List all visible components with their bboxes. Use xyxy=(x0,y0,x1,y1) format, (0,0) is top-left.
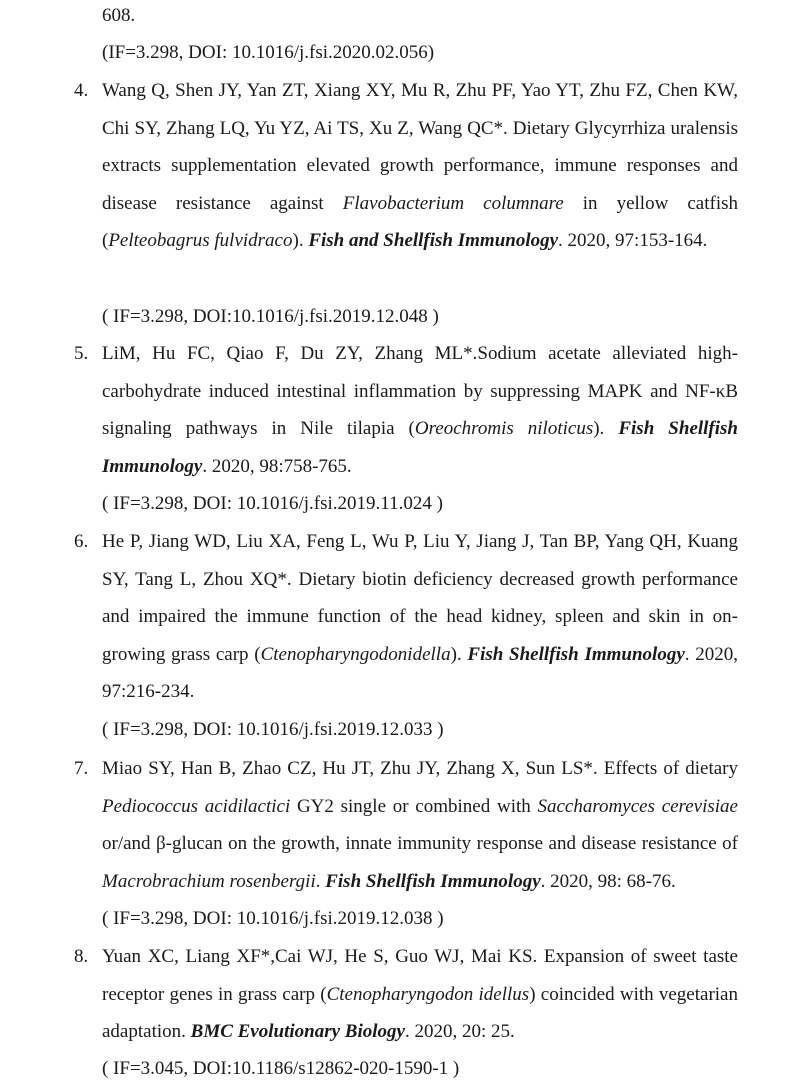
reference-number: 7. xyxy=(74,758,89,779)
species-name: Ctenopharyngodonidella xyxy=(260,643,451,665)
species-name: Flavobacterium columnare xyxy=(342,192,564,214)
impact-factor-doi: ( IF=3.298, DOI: 10.1016/j.fsi.2019.11.024 ) xyxy=(102,493,443,514)
species-name: Macrobrachium rosenbergii xyxy=(102,870,316,892)
journal-name: BMC Evolutionary Biology xyxy=(190,1021,405,1043)
species-name: Oreochromis niloticus xyxy=(414,418,594,440)
species-name: Ctenopharyngodon idellus xyxy=(326,983,530,1005)
reference-citation: Wang Q, Shen JY, Yan ZT, Xiang XY, Mu R, Zhu PF, Yao YT, Zhu FZ, Chen KW, Chi SY, Zhang LQ, Yu YZ, Ai TS, Xu Z, Wang QC*. Dietary Glycyrrhiza uralensis extracts supplementation elevated growth performance, immune responses and disease resistance against Flavobacterium columnare in yellow catfish (Pelteobagrus fulvidraco). Fish and Shellfish Immunology. 2020, 97:153-164. xyxy=(102,80,739,252)
reference-citation: Miao SY, Han B, Zhao CZ, Hu JT, Zhu JY, Zhang X, Sun LS*. Effects of dietary Pediococcus acidilactici GY2 single or combined with Saccharomyces cerevisiae or/and β-glucan on the growth, innate immunity response and disease resistance of Macrobrachium rosenbergii. Fish Shellfish Immunology. 2020, 98: 68-76. xyxy=(102,758,738,892)
species-name: Pediococcus acidilactici xyxy=(102,795,291,817)
reference-citation: He P, Jiang WD, Liu XA, Feng L, Wu P, Liu Y, Jiang J, Tan BP, Yang QH, Kuang SY, Tang L, Zhou XQ*. Dietary biotin deficiency decreased growth performance and impaired the immune function of the head kidney, spleen and skin in on-growing grass carp (Ctenopharyngodonidella). Fish Shellfish Immunology. 2020, 97:216-234. xyxy=(102,531,738,703)
reference-number: 6. xyxy=(74,531,89,552)
species-name: Saccharomyces cerevisiae xyxy=(537,795,738,817)
journal-name: Fish Shellfish Immunology xyxy=(467,643,685,665)
impact-factor-doi: ( IF=3.298, DOI: 10.1016/j.fsi.2019.12.038 ) xyxy=(102,908,444,929)
impact-factor-doi: ( IF=3.045, DOI:10.1186/s12862-020-1590-1 ) xyxy=(102,1058,460,1079)
journal-name: Fish and Shellfish Immunology xyxy=(308,230,559,252)
reference-number: 8. xyxy=(74,946,89,967)
impact-factor-doi: ( IF=3.298, DOI: 10.1016/j.fsi.2019.12.033 ) xyxy=(102,719,444,740)
journal-name: Fish Shellfish Immunology xyxy=(325,870,541,892)
impact-factor-doi: ( IF=3.298, DOI:10.1016/j.fsi.2019.12.048 ) xyxy=(102,306,439,327)
species-name: Pelteobagrus fulvidraco xyxy=(108,230,293,252)
continuation-page-range: 608. xyxy=(102,5,136,26)
journal-name: Fish Shellfish Immunology xyxy=(102,418,738,477)
continuation-impact-doi: (IF=3.298, DOI: 10.1016/j.fsi.2020.02.056) xyxy=(102,42,435,63)
reference-citation: Yuan XC, Liang XF*,Cai WJ, He S, Guo WJ, Mai KS. Expansion of sweet taste receptor genes in grass carp (Ctenopharyngodon idellus) coincided with vegetarian adaptation. BMC Evolutionary Biology. 2020, 20: 25. xyxy=(102,946,738,1043)
reference-number: 4. xyxy=(74,80,89,101)
reference-citation: LiM, Hu FC, Qiao F, Du ZY, Zhang ML*.Sodium acetate alleviated high-carbohydrate induced intestinal inflammation by suppressing MAPK and NF-κB signaling pathways in Nile tilapia (Oreochromis niloticus). Fish Shellfish Immunology. 2020, 98:758-765. xyxy=(102,343,738,477)
reference-number: 5. xyxy=(74,343,89,364)
